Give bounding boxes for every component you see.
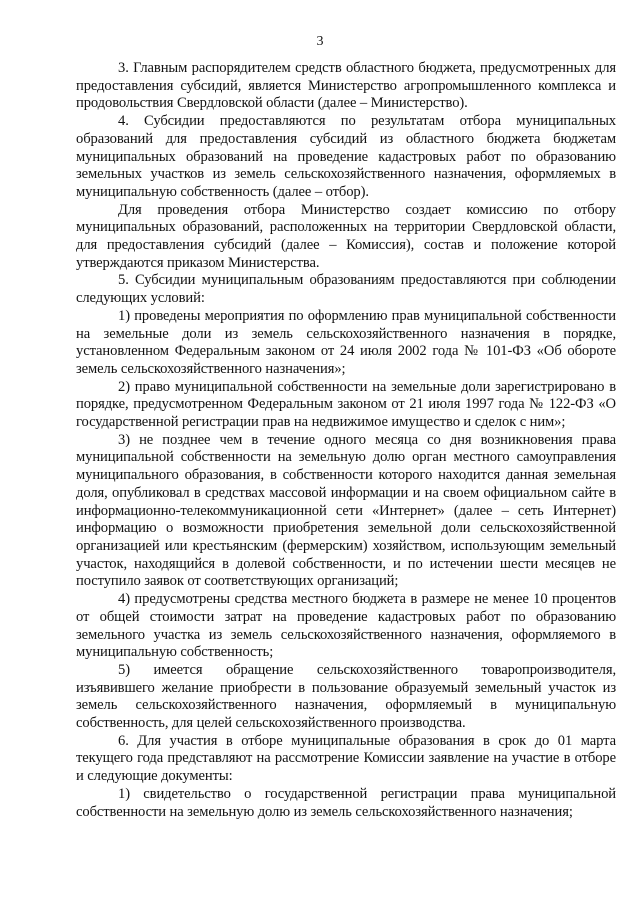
document-1: 1) свидетельство о государственной регистрации права муниципальной собственности на земельную долю из земель сельскохозяйственного назначения;: [76, 785, 616, 820]
condition-4: 4) предусмотрены средства местного бюджета в размере не менее 10 процентов от общей стоимости затрат на проведение кадастровых работ по образованию земельного участка из земель сельскохозяйственного назначения, оформляемого в муниципальную собственность;: [76, 591, 616, 661]
page-number: 3: [316, 34, 324, 49]
condition-1: 1) проведены мероприятия по оформлению прав муниципальной собственности на земельные доли из земель сельскохозяйственного назначения в порядке, установленном Федеральным законом от 24 июля 2002 года № 101-ФЗ «Об обороте земель сельскохозяйственного назначения»;: [76, 307, 616, 377]
paragraph-commission: Для проведения отбора Министерство создает комиссию по отбору муниципальных образований, расположенных на территории Свердловской области, для предоставления субсидий (далее – Комиссия), состав и положение которой утверждаются приказом Министерства.: [76, 201, 616, 271]
condition-3: 3) не позднее чем в течение одного месяца со дня возникновения права муниципальной собственности на земельную долю орган местного самоуправления муниципального образования, в собственности которого находится данная земельная доля, опубликовал в средствах массовой информации и на своем официальном сайте в информационно-телекоммуникационной сети «Интернет» (далее – сеть Интернет) информацию о возможности приобретения земельной доли сельскохозяйственной организацией или крестьянским (фермерским) хозяйством, использующим земельный участок, находящийся в долевой собственности, и по истечении шести месяцев не поступило заявок от соответствующих организаций;: [76, 431, 616, 590]
document-body: [76, 60, 616, 821]
paragraph-6-participation: 6. Для участия в отборе муниципальные образования в срок до 01 марта текущего года представляют на рассмотрение Комиссии заявление на участие в отборе и следующие документы:: [76, 732, 616, 785]
condition-2: 2) право муниципальной собственности на земельные доли зарегистрировано в порядке, предусмотренном Федеральным законом от 21 июля 1997 года № 122-ФЗ «О государственной регистрации прав на недвижимое имущество и сделок с ним»;: [76, 378, 616, 431]
condition-5: 5) имеется обращение сельскохозяйственного товаропроизводителя, изъявившего желание приобрести в пользование образуемый земельный участок из земель сельскохозяйственного назначения, оформляемый в муниципальную собственность, для целей сельскохозяйственного производства.: [76, 661, 616, 732]
paragraph-4-subsidy-selection: 4. Субсидии предоставляются по результатам отбора муниципальных образований для предоставления субсидий из областного бюджета бюджетам муниципальных образований на проведение кадастровых работ по образованию земельных участков из земель сельскохозяйственного назначения, оформляемых в муниципальную собственность (далее – отбор).: [76, 113, 616, 200]
paragraph-3-main-distributor: 3. Главным распорядителем средств областного бюджета, предусмотренных для предоставления субсидий, является Министерство агропромышленного комплекса и продовольствия Свердловской области (далее – Министерство).: [76, 60, 616, 112]
paragraph-5-conditions: 5. Субсидии муниципальным образованиям предоставляются при соблюдении следующих условий:: [76, 272, 616, 307]
